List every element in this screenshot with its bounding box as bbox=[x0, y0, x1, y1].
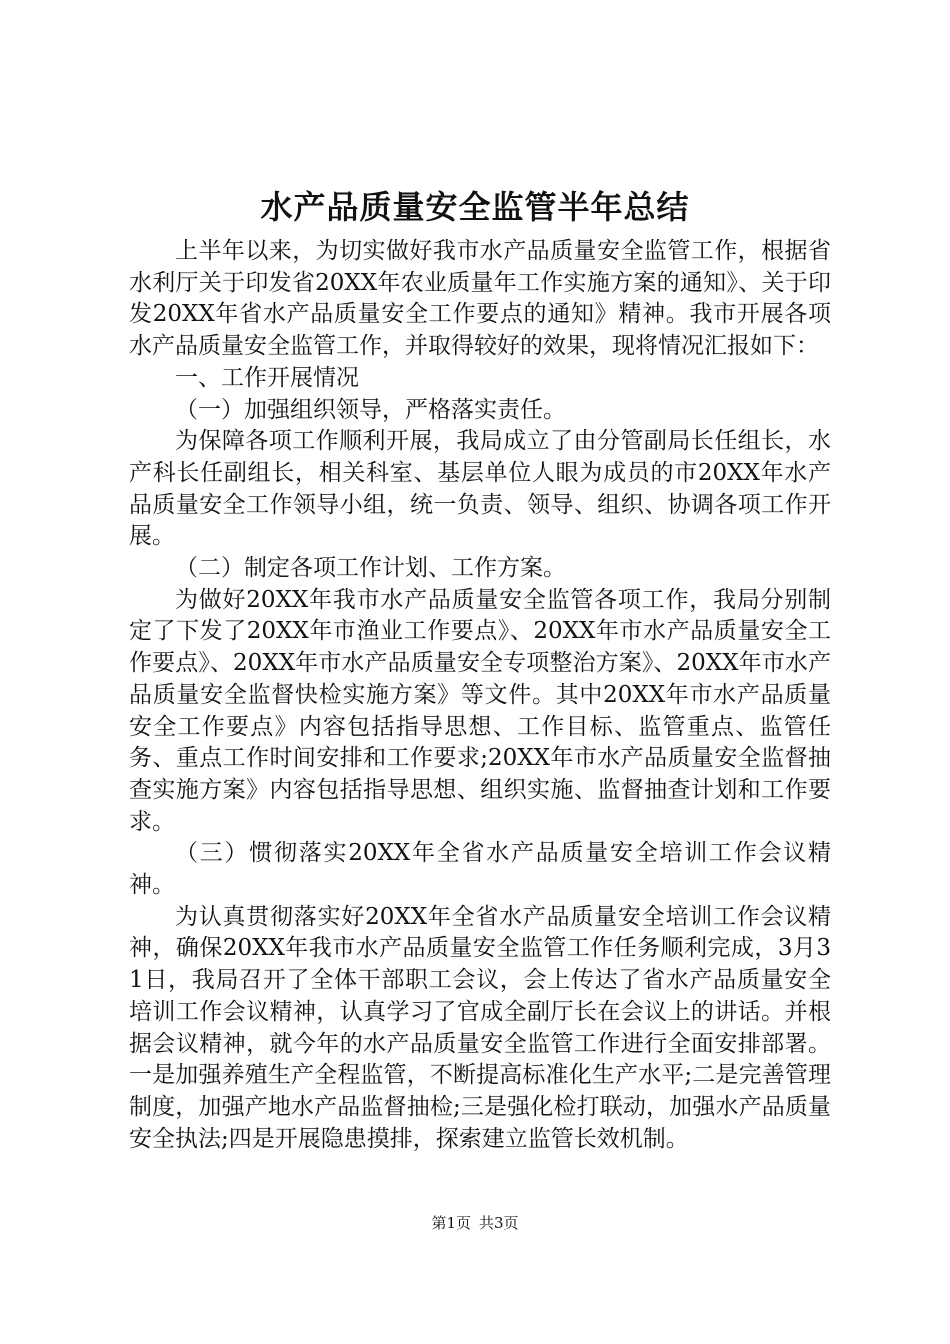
page-footer bbox=[0, 1213, 950, 1233]
page-count: 共3页 bbox=[479, 1214, 519, 1232]
paragraph-training-meeting: 为认真贯彻落实好20XX年全省水产品质量安全培训工作会议精神，确保20XX年我市水产品质量安全监管工作任务顺利完成，3月31日，我局召开了全体干部职工会议，会上传达了省水产品质量安全培训工作会议精神，认真学习了官成全副厅长在会议上的讲话。并根据会议精神，就今年的水产品质量安全监管工作进行全面安排部署。一是加强养殖生产全程监管，不断提高标准化生产水平;二是完善管理制度，加强产地水产品监督抽检;三是强化检打联动，加强水产品质量安全执法;四是开展隐患摸排，探索建立监管长效机制。 bbox=[129, 903, 831, 1152]
subheading-organization: （一）加强组织领导，严格落实责任。 bbox=[175, 396, 566, 423]
subheading-work-plans: （二）制定各项工作计划、工作方案。 bbox=[175, 555, 566, 582]
document-body bbox=[129, 236, 831, 1155]
paragraph-organization: 为保障各项工作顺利开展，我局成立了由分管副局长任组长，水产科长任副组长，相关科室、基层单位人眼为成员的市20XX年水产品质量安全工作领导小组，统一负责、领导、组织、协调各项工作开展。 bbox=[129, 428, 831, 550]
page-number: 第1页 bbox=[431, 1214, 471, 1232]
paragraph-intro: 上半年以来，为切实做好我市水产品质量安全监管工作，根据省水利厅关于印发省20XX年农业质量年工作实施方案的通知》、关于印发20XX年省水产品质量安全工作要点的通知》精神。我市开展各项水产品质量安全监管工作，并取得较好的效果，现将情况汇报如下： bbox=[129, 238, 831, 360]
section-heading-work-status: 一、工作开展情况 bbox=[175, 364, 359, 391]
document-title: 水产品质量安全监管半年总结 bbox=[260, 188, 690, 226]
paragraph-work-plans: 为做好20XX年我市水产品质量安全监管各项工作，我局分别制定了下发了20XX年市渔业工作要点》、20XX年市水产品质量安全工作要点》、20XX年市水产品质量安全专项整治方案》、20XX年市水产品质量安全监督快检实施方案》等文件。其中20XX年市水产品质量安全工作要点》内容包括指导思想、工作目标、监管重点、监管任务、重点工作时间安排和工作要求;20XX年市水产品质量安全监督抽查实施方案》内容包括指导思想、组织实施、监督抽查计划和工作要求。 bbox=[129, 586, 831, 835]
subheading-training-meeting: （三）惯彻落实20XX年全省水产品质量安全培训工作会议精神。 bbox=[129, 840, 831, 899]
